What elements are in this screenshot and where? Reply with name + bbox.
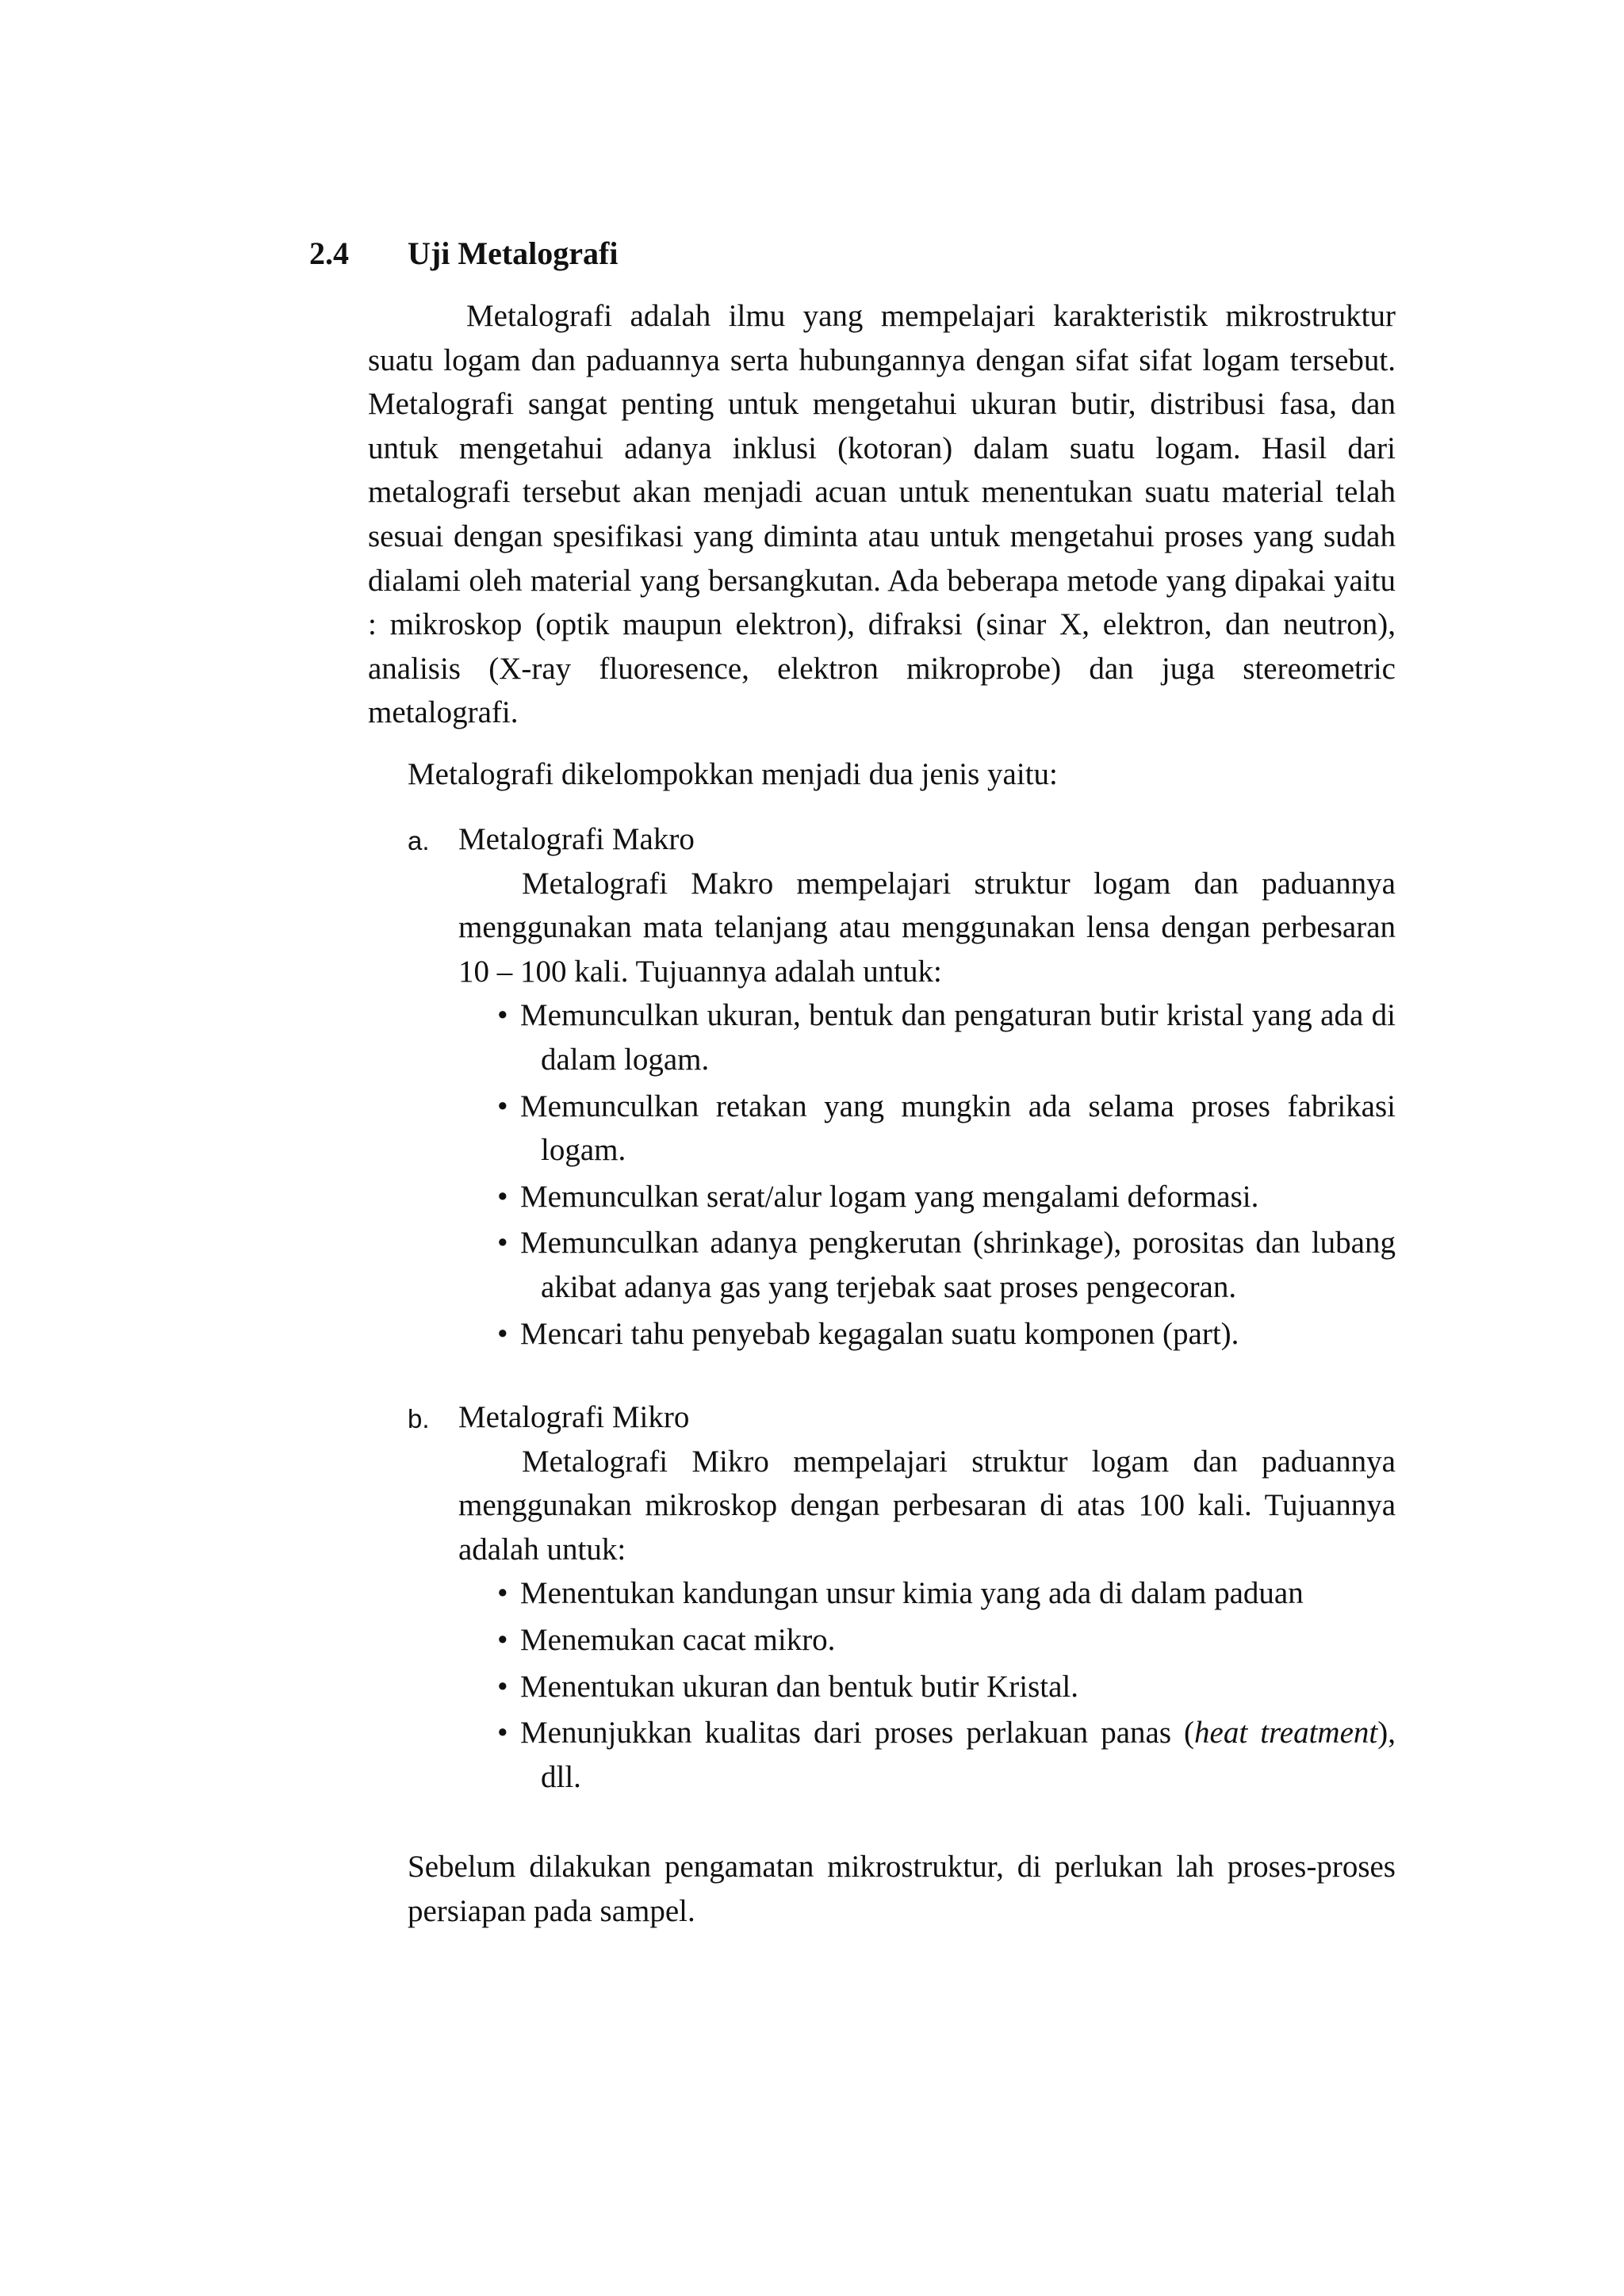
mikro-letter: b. xyxy=(408,1404,430,1433)
mikro-section xyxy=(408,1395,1396,1801)
mikro-title xyxy=(408,1395,1396,1440)
bullet-icon: • xyxy=(497,1669,508,1704)
makro-section xyxy=(408,817,1396,1358)
list-item: • Menemukan cacat mikro. xyxy=(497,1618,1396,1663)
mikro-description: Metalografi Mikro mempelajari struktur logam dan paduannya menggunakan mikroskop dengan perbesaran di atas 100 kali. Tujuannya adalah untuk: xyxy=(458,1444,1396,1567)
bullet-icon: • xyxy=(497,1716,508,1751)
bullet-icon: • xyxy=(497,1622,508,1657)
list-item: • Mencari tahu penyebab kegagalan suatu komponen (part). xyxy=(497,1312,1396,1357)
makro-title-text: Metalografi Makro xyxy=(458,822,695,856)
section-number: 2.4 xyxy=(309,235,349,271)
list-item: • Menunjukkan kualitas dari proses perlakuan panas (heat treatment), dll. xyxy=(497,1711,1396,1799)
list-item: • Memunculkan ukuran, bentuk dan pengaturan butir kristal yang ada di dalam logam. xyxy=(497,993,1396,1081)
italic-term: heat treatment xyxy=(1194,1716,1378,1751)
bullet-icon: • xyxy=(497,998,508,1033)
section-title: Uji Metalografi xyxy=(408,235,619,271)
closing-paragraph: Sebelum dilakukan pengamatan mikrostruktur, di perlukan lah proses-proses persiapan pada sampel. xyxy=(408,1850,1396,1928)
intro-paragraph: Metalografi adalah ilmu yang mempelajari karakteristik mikrostruktur suatu logam dan paduannya serta hubungannya dengan sifat sifat logam tersebut. Metalografi sangat penting untuk mengetahui ukuran butir, distribusi fasa, dan untuk mengetahui adanya inklusi (kotoran) dalam suatu logam. Hasil dari metalografi tersebut akan menjadi acuan untuk menentukan suatu material telah sesuai dengan spesifikasi yang diminta atau untuk mengetahui proses yang sudah dialami oleh material yang bersangkutan. Ada beberapa metode yang dipakai yaitu : mikroskop (optik maupun elektron), difraksi (sinar X, elektron, dan neutron), analisis (X-ray fluoresence, elektron mikroprobe) dan juga stereometric metalografi. xyxy=(368,299,1396,730)
grouping-sentence: Metalografi dikelompokkan menjadi dua jenis yaitu: xyxy=(408,757,1058,791)
makro-title xyxy=(408,817,1396,862)
section-heading xyxy=(309,232,618,276)
list-item: • Menentukan kandungan unsur kimia yang ada di dalam paduan xyxy=(497,1571,1396,1616)
makro-description: Metalografi Makro mempelajari struktur logam dan paduannya menggunakan mata telanjang atau menggunakan lensa dengan perbesaran 10 – 100 kali. Tujuannya adalah untuk: xyxy=(458,866,1396,989)
list-item: • Memunculkan adanya pengkerutan (shrinkage), porositas dan lubang akibat adanya gas yang terjebak saat proses pengecoran. xyxy=(497,1221,1396,1309)
list-item: • Memunculkan serat/alur logam yang mengalami deformasi. xyxy=(497,1175,1396,1219)
bullet-icon: • xyxy=(497,1089,508,1123)
list-item: • Memunculkan retakan yang mungkin ada selama proses fabrikasi logam. xyxy=(497,1085,1396,1173)
bullet-icon: • xyxy=(497,1576,508,1611)
list-item: • Menentukan ukuran dan bentuk butir Kristal. xyxy=(497,1665,1396,1709)
makro-bullet-list xyxy=(497,993,1396,1356)
bullet-icon: • xyxy=(497,1226,508,1261)
bullet-icon: • xyxy=(497,1179,508,1214)
mikro-bullet-list xyxy=(497,1571,1396,1799)
mikro-title-text: Metalografi Mikro xyxy=(458,1400,690,1434)
makro-letter: a. xyxy=(408,826,430,855)
bullet-icon: • xyxy=(497,1316,508,1351)
